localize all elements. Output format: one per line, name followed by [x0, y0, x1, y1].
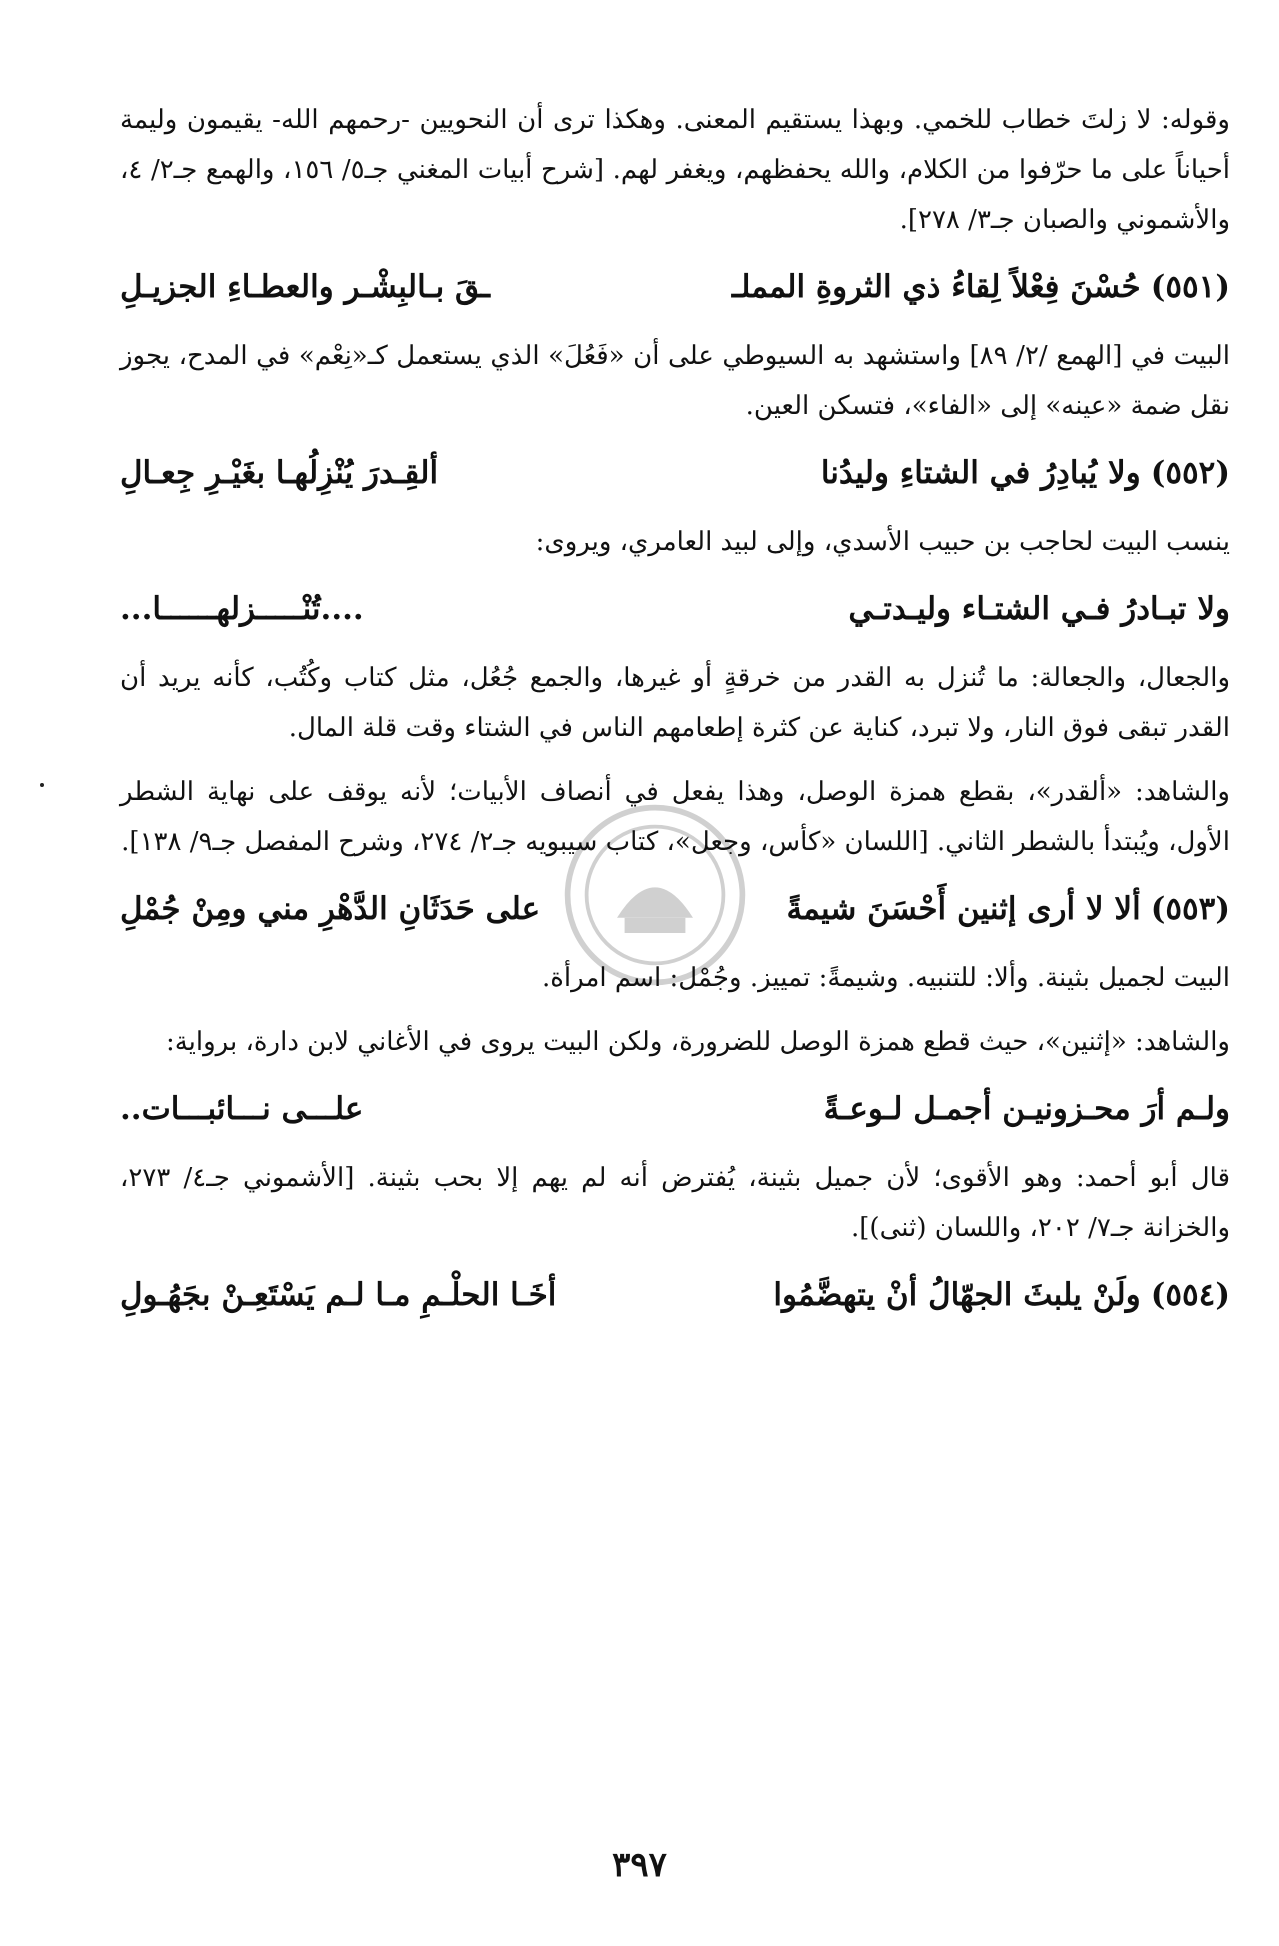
verse-hemistich-second: ألقِـدرَ يُنْزِلُهـا بغَيْـرِ جِعـالِ: [120, 455, 439, 491]
verse-hemistich-first: (٥٥٤)ولَنْ يلبثَ الجهّالُ أنْ يتهضَّمُوا: [773, 1277, 1230, 1313]
verse-variant-552: [120, 581, 1230, 637]
page-number: ٣٩٧: [612, 1845, 667, 1885]
verse-hemistich-first: ولـم أرَ محـزونيـن أجمـل لـوعـةً: [823, 1091, 1230, 1127]
paragraph-1: وقوله: لا زلتَ خطاب للخمي. وبهذا يستقيم المعنى. وهكذا ترى أن النحويين -رحمهم الله- يقيمون وليمة أحياناً على ما حرّفوا من الكلام، والله يحفظهم، ويغفر لهم. [شرح أبيات المغني جـ٥/ ١٥٦، والهمع جـ٢/ ٤، والأشموني والصبان جـ٣/ ٢٧٨].: [120, 105, 1230, 235]
verse-hemistich-second: على حَدَثَانِ الدَّهْرِ مني ومِنْ جُمْلِ: [120, 891, 541, 927]
verse-number: (٥٥٣): [1150, 891, 1230, 927]
paragraph-7: والشاهد: «إثنين»، حيث قطع همزة الوصل للضرورة، ولكن البيت يروى في الأغاني لابن دارة، برواية:: [165, 1027, 1230, 1057]
verse-number: (٥٥١): [1150, 269, 1230, 305]
verse-hemistich-second: علـــى نـــائبـــات..: [120, 1091, 364, 1127]
verse-hemistich-first: (٥٥٣)ألا لا أرى إثنين أَحْسَنَ شيمةً: [786, 891, 1230, 927]
paragraph-4: والجعال، والجعالة: ما تُنزل به القدر من خرقةٍ أو غيرها، والجمع جُعُل، مثل كتاب وكُتُب، كأنه يريد أن القدر تبقى فوق النار، ولا تبرد، كناية عن كثرة إطعامهم الناس في الشتاء وقت قلة المال.: [120, 663, 1230, 743]
verse-hemistich-first: (٥٥٢)ولا يُبادِرُ في الشتاءِ وليدُنا: [820, 455, 1230, 491]
verse-variant-553: [120, 1081, 1230, 1137]
verse-hemistich-second: ـقَ بـالبِشْـر والعطـاءِ الجزيـلِ: [120, 269, 490, 305]
paragraph-5: والشاهد: «ألقدر»، بقطع همزة الوصل، وهذا يفعل في أنصاف الأبيات؛ لأنه يوقف على نهاية الشطر الأول، ويُبتدأ بالشطر الثاني. [اللسان «كأس، وجعل»، كتاب سيبويه جـ٢/ ٢٧٤، وشرح المفصل جـ٩/ ١٣٨].: [120, 777, 1230, 857]
verse-552: [120, 445, 1230, 501]
paragraph-2: البيت في [الهمع /٢/ ٨٩] واستشهد به السيوطي على أن «فَعُلَ» الذي يستعمل كـ«نِعْم» في المدح، يجوز نقل ضمة «عينه» إلى «الفاء»، فتسكن العين.: [120, 341, 1231, 421]
verse-number: (٥٥٤): [1150, 1277, 1230, 1313]
verse-554: [120, 1267, 1230, 1323]
verse-hemistich-second: أخَـا الحلْـمِ مـا لـم يَسْتَعِـنْ بجَهُـولِ: [120, 1277, 557, 1313]
verse-hemistich-first: ولا تبـادرُ فـي الشتـاء وليـدتـي: [848, 591, 1230, 627]
paragraph-6: البيت لجميل بثينة. وألا: للتنبيه. وشيمةً: تمييز. وجُمْل: اسم امرأة.: [542, 963, 1230, 993]
paragraph-3: ينسب البيت لحاجب بن حبيب الأسدي، وإلى لبيد العامري، ويروى:: [535, 527, 1230, 557]
verse-hemistich-first: (٥٥١)حُسْنَ فِعْلاً لِقاءُ ذي الثروةِ المملـ: [731, 269, 1230, 305]
verse-551: [120, 259, 1230, 315]
verse-number: (٥٥٢): [1150, 455, 1230, 491]
verse-hemistich-second: ....تُنْـــــزلهــــــا...: [120, 591, 364, 627]
page-body: [120, 95, 1230, 1339]
paragraph-8: قال أبو أحمد: وهو الأقوى؛ لأن جميل بثينة، يُفترض أنه لم يهم إلا بحب بثينة. [الأشموني جـ٤/ ٢٧٣، والخزانة جـ٧/ ٢٠٢، واللسان (ثنى)].: [120, 1163, 1230, 1243]
seal-stamp-icon: [560, 800, 750, 990]
scan-speck: [40, 783, 44, 787]
